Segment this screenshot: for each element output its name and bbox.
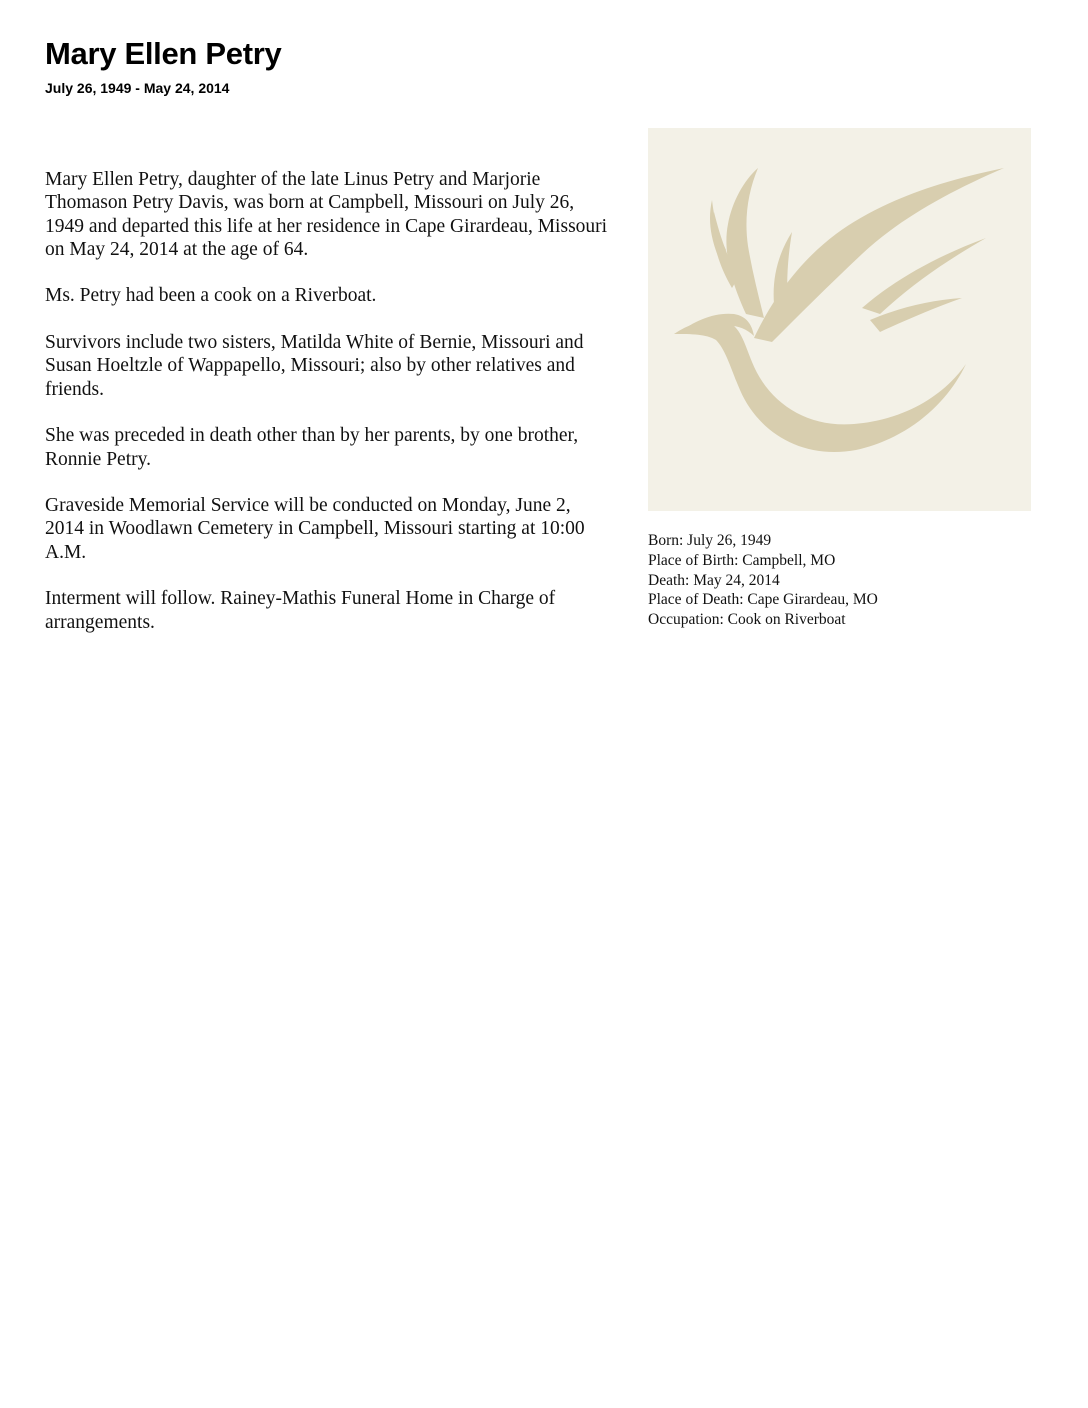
obituary-text: [45, 168, 610, 657]
obituary-paragraph: Survivors include two sisters, Matilda White of Bernie, Missouri and Susan Hoeltzle of Wappapello, Missouri; also by other relatives and friends.: [45, 332, 584, 400]
obituary-paragraph: Interment will follow. Rainey-Mathis Funeral Home in Charge of arrangements.: [45, 588, 556, 633]
life-dates: July 26, 1949 - May 24, 2014: [45, 80, 230, 96]
fact-death: Death: May 24, 2014: [648, 571, 780, 589]
obituary-paragraph: Mary Ellen Petry, daughter of the late Linus Petry and Marjorie Thomason Petry Davis, was born at Campbell, Missouri on July 26, 1949 and departed this life at her residence in Cape Girardeau, Missouri on May 24, 2014 at the age of 64.: [45, 169, 608, 260]
obituary-paragraph: Graveside Memorial Service will be conducted on Monday, June 2, 2014 in Woodlawn Cemetery in Campbell, Missouri starting at 10:00 A.M.: [45, 495, 585, 563]
obituary-paragraph: She was preceded in death other than by her parents, by one brother, Ronnie Petry.: [45, 425, 579, 470]
fact-place-of-death: Place of Death: Cape Girardeau, MO: [648, 591, 878, 609]
obituary-paragraph: Ms. Petry had been a cook on a Riverboat.: [45, 285, 377, 307]
fact-place-of-birth: Place of Birth: Campbell, MO: [648, 551, 836, 569]
page-title: Mary Ellen Petry: [45, 36, 282, 71]
fact-born: Born: July 26, 1949: [648, 532, 772, 549]
vital-facts: [648, 531, 1048, 630]
fact-occupation: Occupation: Cook on Riverboat: [648, 611, 846, 629]
dove-image: [648, 128, 1031, 511]
dove-icon: [648, 128, 1031, 511]
